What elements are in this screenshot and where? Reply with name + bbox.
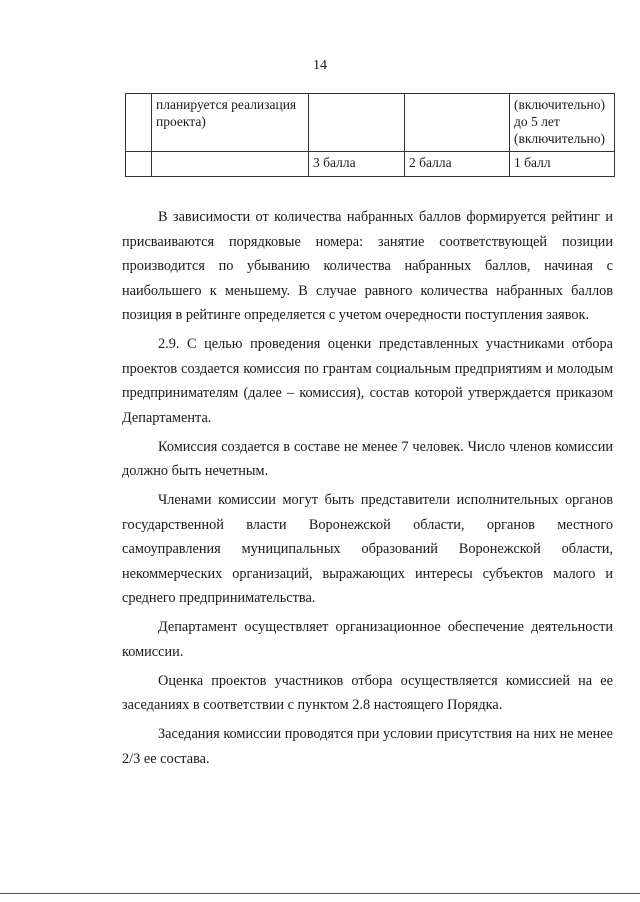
paragraph: Комиссия создается в составе не менее 7 человек. Число членов комиссии должно быть нечетным. <box>122 438 613 479</box>
table-cell-score: 1 балл <box>510 152 615 177</box>
document-body <box>122 205 613 776</box>
paragraph: Заседания комиссии проводятся при условии присутствия на них не менее 2/3 ее состава. <box>122 726 613 767</box>
term-line: (включительно) <box>514 131 606 146</box>
page-bottom-divider <box>0 893 640 894</box>
paragraph: В зависимости от количества набранных баллов формируется рейтинг и присваиваются порядковые номера: занятие соответствующей позиции производится по убыванию количества набранных баллов, начиная с наибольшего к меньшему. В случае равного количества набранных баллов позиция в рейтинге определяется с учетом очередности поступления заявок. <box>122 209 613 323</box>
table-cell-criterion: планируется реализация проекта) <box>152 94 309 152</box>
table-cell-score: 3 балла <box>309 152 405 177</box>
term-line: (включительно) <box>514 97 606 112</box>
table-cell <box>309 94 405 152</box>
table-cell <box>126 94 152 152</box>
table-cell <box>405 94 510 152</box>
page-number: 14 <box>313 58 327 73</box>
paragraph: Оценка проектов участников отбора осуществляется комиссией на ее заседаниях в соответствии с пунктом 2.8 настоящего Порядка. <box>122 672 613 713</box>
table-row <box>126 94 615 152</box>
score-table <box>125 93 615 177</box>
paragraph: Департамент осуществляет организационное обеспечение деятельности комиссии. <box>122 619 613 660</box>
table-cell-term <box>510 94 615 152</box>
table-cell-score: 2 балла <box>405 152 510 177</box>
table-cell <box>126 152 152 177</box>
paragraph: Членами комиссии могут быть представители исполнительных органов государственной власти Воронежской области, органов местного самоуправления муниципальных образований Воронежской области, некоммерческих организаций, выражающих интересы субъектов малого и среднего предпринимательства. <box>122 492 613 606</box>
table-row <box>126 152 615 177</box>
table-cell <box>152 152 309 177</box>
term-line: до 5 лет <box>514 114 560 129</box>
paragraph: 2.9. С целью проведения оценки представленных участниками отбора проектов создается комиссия по грантам социальным предприятиям и молодым предпринимателям (далее – комиссия), состав которой утверждается приказом Департамента. <box>122 336 613 426</box>
